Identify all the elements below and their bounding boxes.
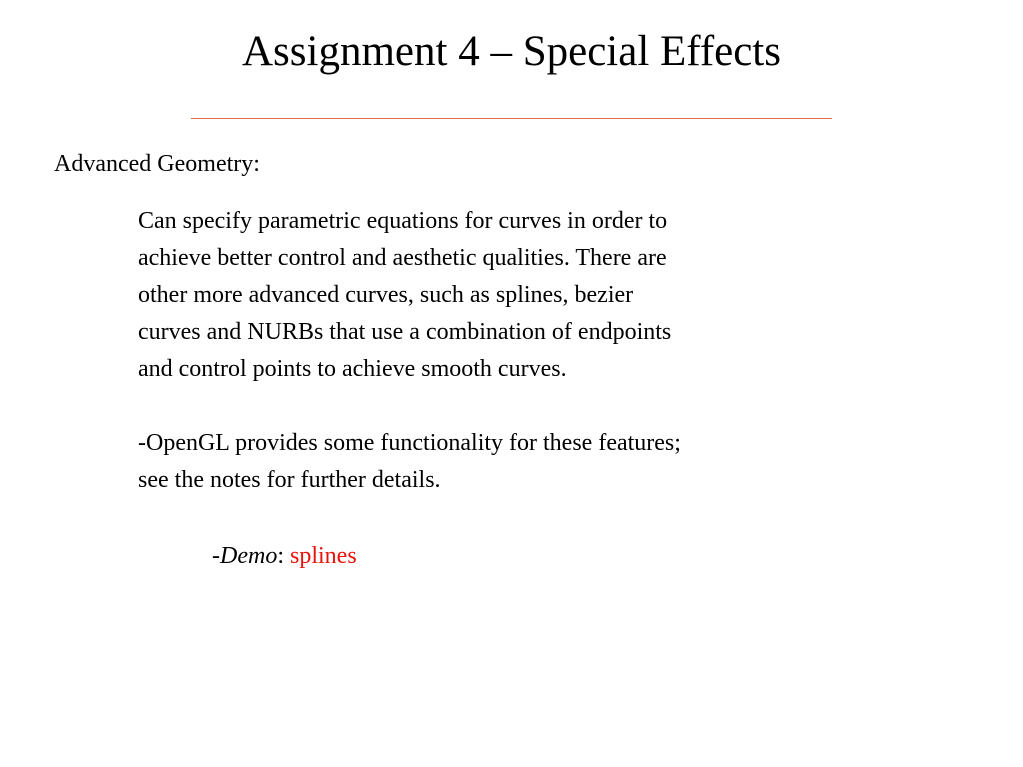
demo-separator: : <box>277 543 290 569</box>
demo-label: Demo <box>220 543 278 569</box>
paragraph-line: curves and NURBs that use a combination of endpoints <box>138 319 672 345</box>
demo-line <box>212 538 357 575</box>
paragraph-line: other more advanced curves, such as splines, bezier <box>138 282 634 308</box>
title-divider <box>191 118 832 119</box>
paragraph-spacer <box>138 388 858 425</box>
paragraph-line: see the notes for further details. <box>138 467 441 493</box>
section-heading: Advanced Geometry: <box>54 151 260 177</box>
paragraph-line: achieve better control and aesthetic qualities. There are <box>138 245 667 271</box>
paragraph-parametric-curves <box>138 203 858 388</box>
slide-title: Assignment 4 – Special Effects <box>242 28 781 75</box>
splines-demo-link[interactable]: splines <box>290 543 357 569</box>
paragraph-line: and control points to achieve smooth curves. <box>138 356 567 382</box>
paragraph-line: -OpenGL provides some functionality for these features; <box>138 430 681 456</box>
paragraph-opengl <box>138 425 858 499</box>
demo-prefix: - <box>212 543 220 569</box>
paragraph-line: Can specify parametric equations for curves in order to <box>138 208 668 234</box>
body-text <box>138 203 858 499</box>
